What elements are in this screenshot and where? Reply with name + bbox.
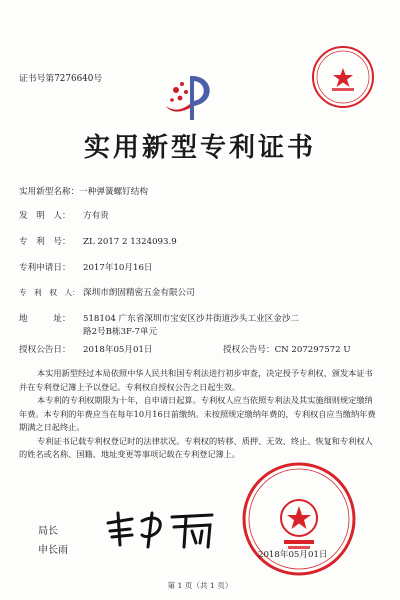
utility-model-name-row (19, 185, 148, 197)
grant-date-value: 2018年05月01日 (83, 345, 153, 355)
grant-number-value: CN 207297572 U (274, 345, 351, 355)
grant-number-label: 授权公告号： (223, 345, 275, 355)
patent-number-value: ZL 2017 2 1324093.9 (83, 237, 177, 247)
office-seal-small-icon (310, 44, 376, 110)
inventor-value: 方有贵 (83, 211, 109, 221)
certificate-body (19, 367, 379, 462)
patentee-label: 专 利 权 人： (19, 288, 80, 297)
inventor-row (19, 209, 109, 221)
certificate-number: 证书号第7276640号 (19, 74, 103, 84)
filing-date-value: 2017年10月16日 (83, 263, 153, 273)
utility-model-name-label: 实用新型名称： (19, 187, 80, 197)
address-line2-row (83, 325, 157, 337)
filing-date-label: 专利申请日： (19, 263, 71, 273)
grant-row (19, 343, 351, 355)
patent-office-emblem-icon (160, 68, 220, 128)
director-name: 申长雨 (38, 545, 68, 556)
utility-model-name-value: 一种弹簧螺钉结构 (79, 187, 148, 197)
body-paragraph-1: 本实用新型经过本局依照中华人民共和国专利法进行初步审查，决定授予专利权，颁发本证书并在专利登记簿上予以登记。专利权自授权公告之日起生效。 (19, 368, 373, 392)
patent-number-row (19, 235, 177, 247)
patentee-value: 深圳市朗固精密五金有限公司 (83, 288, 195, 298)
director-title: 局长 (38, 526, 58, 537)
address-value-line2: 路2号B栋3F-7单元 (83, 327, 158, 337)
filing-date-row (19, 261, 153, 273)
body-paragraph-2: 本专利的专利权期限为十年，自申请日起算。专利权人应当依照专利法及其实施细则规定缴纳年费。本专利的年费应当在每年10月16日前缴纳。未按照规定缴纳年费的，专利权自应当缴纳年费期满之日起终止。 (19, 395, 376, 432)
patent-number-label: 专 利 号： (19, 237, 71, 247)
page-footer: 第 1 页（共 1 页） (167, 581, 233, 590)
inventor-label: 发 明 人： (19, 211, 71, 221)
certificate-title: 实用新型专利证书 (83, 133, 316, 163)
body-paragraph-3: 专利证书记载专利权登记时的法律状况。专利权的转移、质押、无效、终止、恢复和专利权人的姓名或名称、国籍、地址变更等事项记载在专利登记簿上。 (19, 435, 373, 459)
official-seal-icon (240, 460, 358, 578)
address-row (19, 312, 299, 324)
director-signature (102, 505, 222, 555)
address-value-line1: 518104 广东省深圳市宝安区沙井街道沙头工业区金沙二 (83, 314, 300, 324)
patentee-row (19, 286, 195, 298)
address-label: 地 址： (19, 314, 71, 324)
seal-date: 2018年05月01日 (258, 550, 328, 560)
grant-date-label: 授权公告日： (19, 345, 71, 355)
